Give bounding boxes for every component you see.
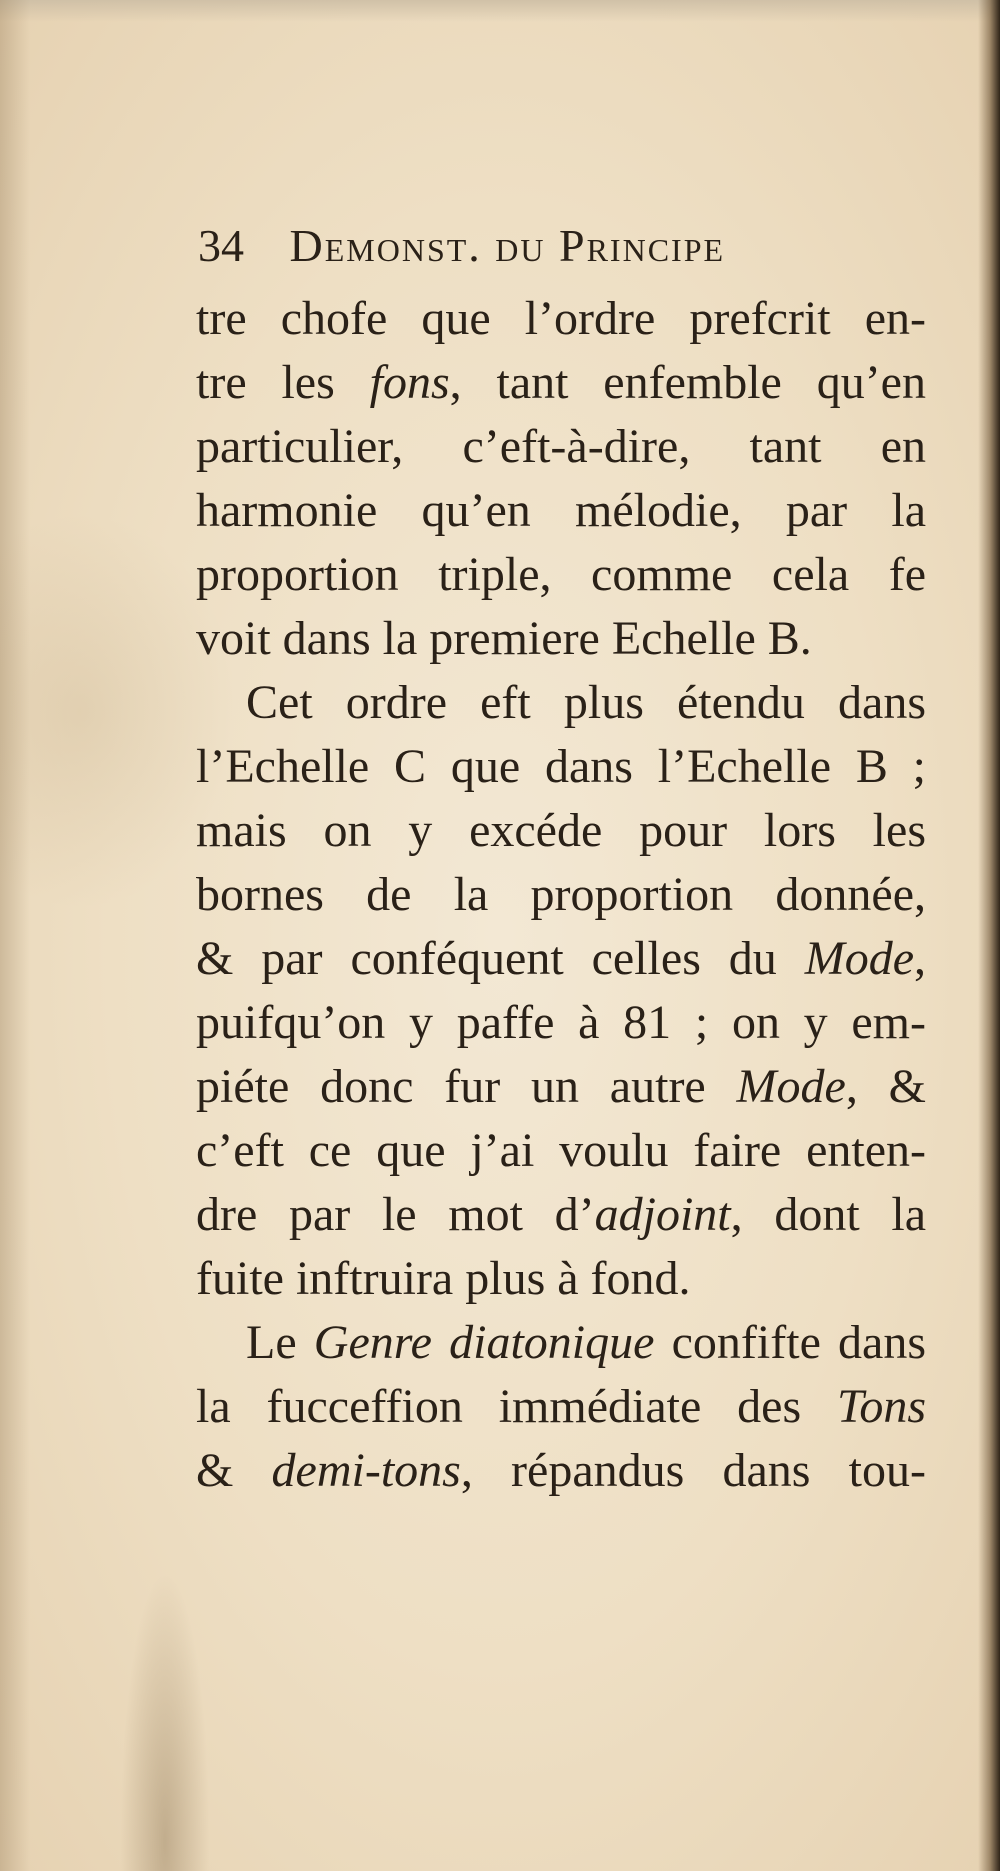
text-line: [196, 799, 926, 863]
text-segment: Cet ordre eft plus étendu dans: [246, 676, 926, 729]
text-line: [196, 1055, 926, 1119]
page-edge: [978, 0, 1000, 1871]
text-segment: &: [196, 1444, 272, 1497]
text-line: [196, 1119, 926, 1183]
italic-text: Tons: [837, 1380, 926, 1433]
text-line: [196, 479, 926, 543]
text-segment: proportion triple, comme cela fe: [196, 548, 926, 601]
text-segment: , &: [845, 1060, 926, 1113]
text-segment: tre les: [196, 356, 370, 409]
text-segment: Le: [246, 1316, 314, 1369]
text-segment: , répandus dans tou-: [460, 1444, 926, 1497]
italic-text: Mode: [804, 932, 914, 985]
italic-text: adjoint: [594, 1188, 731, 1241]
text-segment: c’eft ce que j’ai voulu faire enten-: [196, 1124, 926, 1177]
text-line: [196, 991, 926, 1055]
italic-text: Genre diatonique: [313, 1316, 655, 1369]
text-segment: confifte dans: [654, 1316, 927, 1369]
text-segment: mais on y excéde pour lors les: [196, 804, 926, 857]
text-line: [196, 415, 926, 479]
text-segment: , dont la: [730, 1188, 926, 1241]
text-segment: puifqu’on y paffe à 81 ; on y em-: [196, 996, 926, 1049]
text-segment: & par conféquent celles du: [196, 932, 805, 985]
text-line: [196, 1439, 926, 1503]
text-segment: ,: [914, 932, 926, 985]
text-line: [196, 287, 926, 351]
page-top-shadow: [0, 0, 1000, 22]
text-line: [196, 671, 926, 735]
italic-text: fons: [369, 356, 450, 409]
page-gutter-shadow: [0, 0, 30, 1871]
italic-text: demi-tons: [271, 1444, 461, 1497]
paper-stain: [120, 1571, 210, 1871]
text-line: [196, 607, 926, 671]
text-line: [196, 1311, 926, 1375]
text-segment: fuite inftruira plus à fond.: [196, 1252, 691, 1305]
text-line: [196, 543, 926, 607]
text-segment: dre par le mot d’: [196, 1188, 595, 1241]
text-line: [196, 927, 926, 991]
text-line: [196, 863, 926, 927]
text-segment: particulier, c’eft-à-dire, tant en: [196, 420, 926, 473]
text-segment: l’Echelle C que dans l’Echelle B ;: [196, 740, 926, 793]
italic-text: Mode: [736, 1060, 846, 1113]
text-segment: voit dans la premiere Echelle B.: [196, 612, 812, 665]
text-line: [196, 735, 926, 799]
text-line: [196, 1183, 926, 1247]
text-segment: , tant enfemble qu’en: [449, 356, 926, 409]
text-line: [196, 1247, 926, 1311]
text-line: [196, 351, 926, 415]
text-segment: tre chofe que l’ordre prefcrit en-: [196, 292, 926, 345]
text-segment: harmonie qu’en mélodie, par la: [196, 484, 926, 537]
text-segment: bornes de la proportion donnée,: [196, 868, 926, 921]
text-segment: la fucceffion immédiate des: [196, 1380, 838, 1433]
page-number: 34: [198, 220, 244, 271]
text-line: [196, 1375, 926, 1439]
running-title: Demonst. du Principe: [289, 220, 726, 271]
body-text: [196, 287, 926, 1503]
text-segment: piéte donc fur un autre: [196, 1060, 737, 1113]
running-head: [198, 218, 918, 274]
